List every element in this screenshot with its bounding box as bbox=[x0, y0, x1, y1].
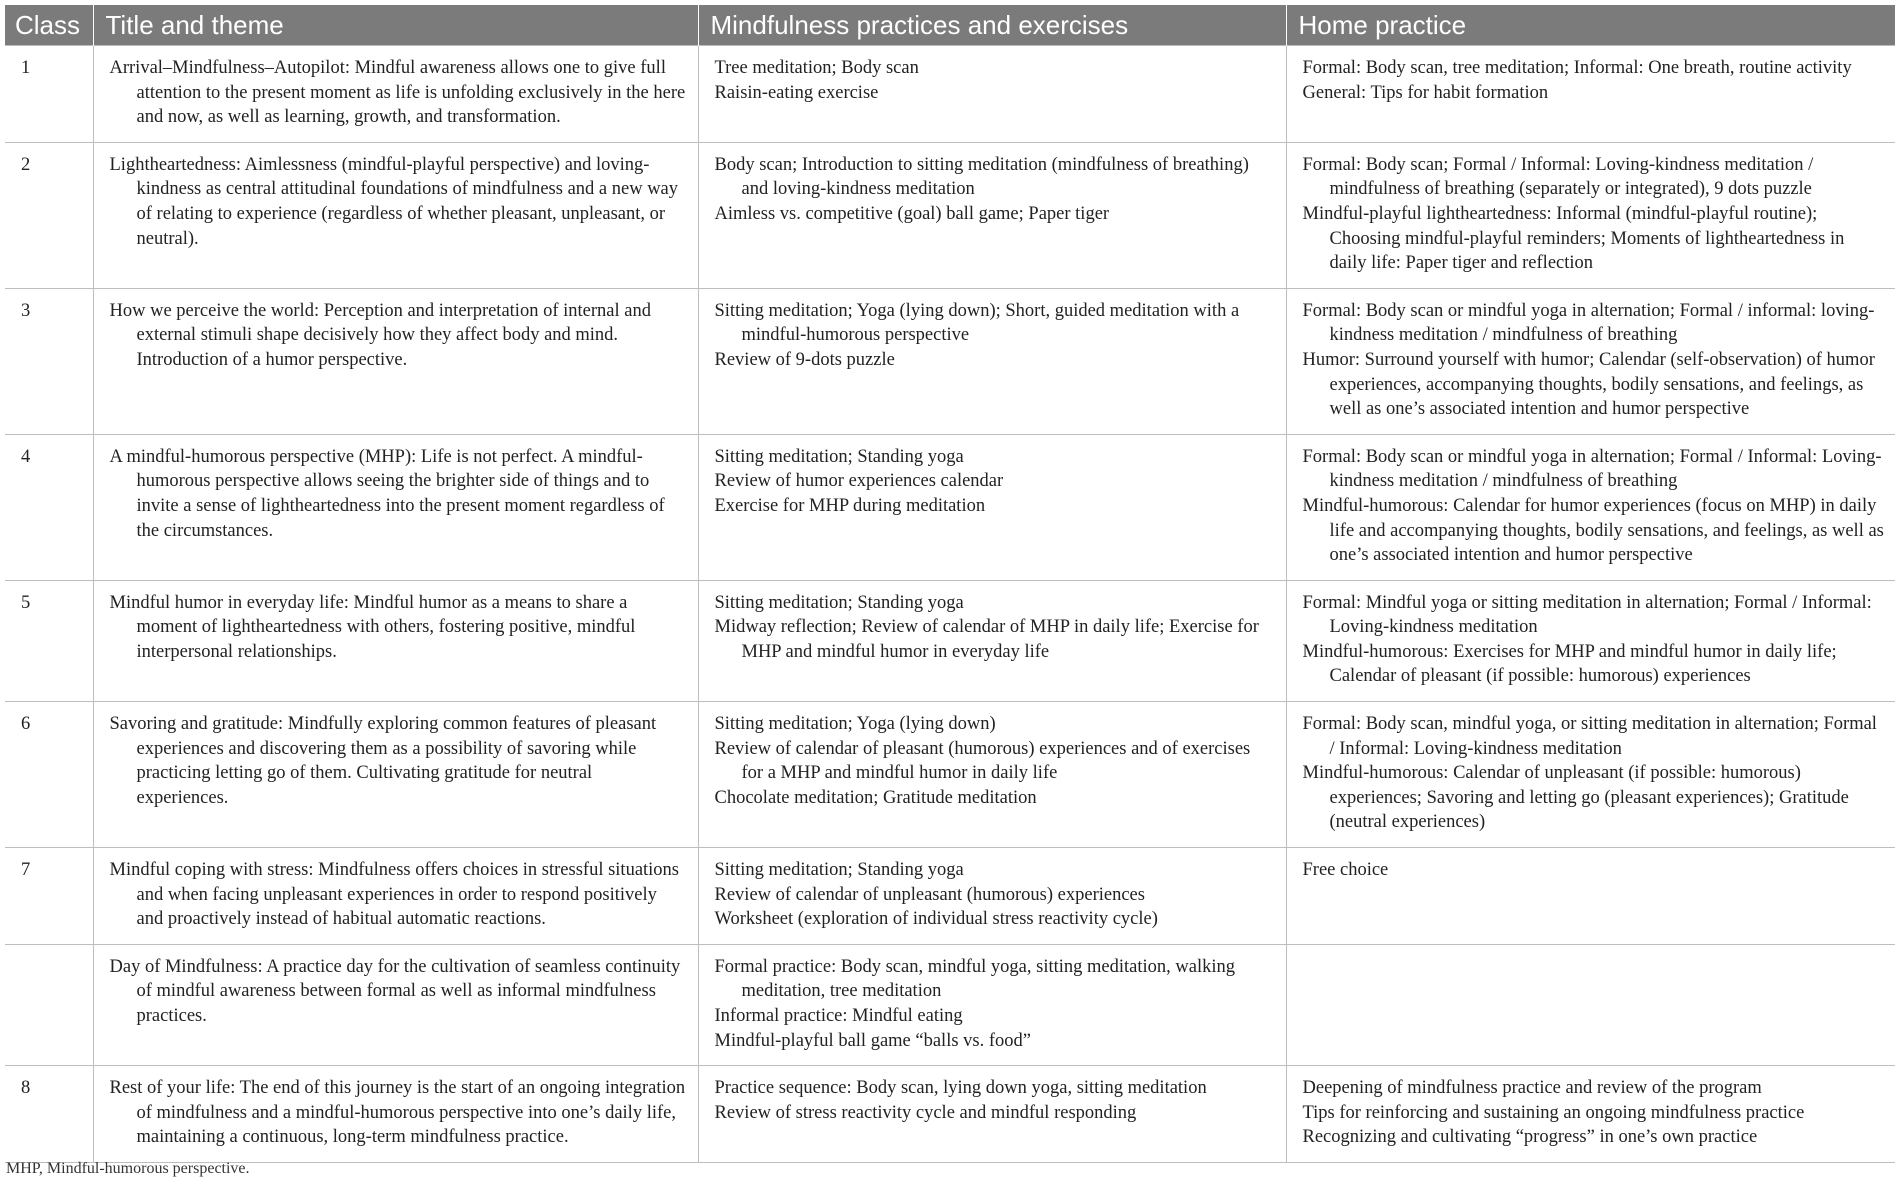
practice-item: Review of calendar of unpleasant (humorous) experiences bbox=[714, 884, 1145, 905]
practice-item: Sitting meditation; Standing yoga bbox=[714, 446, 964, 467]
column-header: Mindfulness practices and exercises bbox=[698, 5, 1286, 46]
practice-item: Sitting meditation; Standing yoga bbox=[714, 592, 964, 613]
theme-text: Day of Mindfulness: A practice day for the cultivation of seamless continuity of mindful awareness between formal as well as informal mindfulness practices. bbox=[109, 956, 681, 1026]
title-theme-cell bbox=[93, 580, 698, 701]
title-theme-cell bbox=[93, 46, 698, 143]
home-practice-item: General: Tips for habit formation bbox=[1302, 82, 1549, 103]
theme-text: Arrival–Mindfulness–Autopilot: Mindful awareness allows one to give full attention to the present moment as life is unfolding exclusively in the here and now, as well as learning, growth, and transformation. bbox=[109, 58, 686, 128]
class-number-cell: 3 bbox=[5, 288, 93, 434]
column-header: Title and theme bbox=[93, 5, 698, 46]
home-practice-item: Formal: Body scan or mindful yoga in alternation; Formal / informal: loving-kindness meditation / mindfulness of breathing bbox=[1302, 300, 1875, 346]
title-theme-cell bbox=[93, 1066, 698, 1163]
table-row bbox=[5, 1066, 1895, 1163]
home-practice-cell bbox=[1286, 848, 1895, 945]
program-table-container bbox=[5, 5, 1895, 1163]
table-row bbox=[5, 702, 1895, 848]
practice-item: Review of 9-dots puzzle bbox=[714, 349, 895, 370]
home-practice-cell bbox=[1286, 288, 1895, 434]
practice-item: Informal practice: Mindful eating bbox=[714, 1006, 963, 1026]
title-theme-cell bbox=[93, 848, 698, 945]
class-number-cell: 1 bbox=[5, 46, 93, 143]
class-number-cell: 7 bbox=[5, 848, 93, 945]
home-practice-cell bbox=[1286, 580, 1895, 701]
practices-cell bbox=[698, 46, 1286, 143]
program-table bbox=[5, 5, 1895, 1163]
home-practice-item: Mindful-playful lightheartedness: Informal (mindful-playful routine); Choosing mindful-playful reminders; Moments of lightheartedness in daily life: Paper tiger and reflection bbox=[1302, 203, 1845, 274]
table-row bbox=[5, 288, 1895, 434]
practices-cell bbox=[698, 580, 1286, 701]
theme-text: Lightheartedness: Aimlessness (mindful-playful perspective) and loving-kindness as central attitudinal foundations of mindfulness and a new way of relating to experience (regardless of whether pleasant, unpleasant, or neutral). bbox=[109, 154, 679, 249]
column-header: Home practice bbox=[1286, 5, 1895, 46]
practices-cell bbox=[698, 434, 1286, 580]
home-practice-cell bbox=[1286, 944, 1895, 1065]
practice-item: Formal practice: Body scan, mindful yoga, sitting meditation, walking meditation, tree meditation bbox=[714, 956, 1235, 1002]
home-practice-cell bbox=[1286, 1066, 1895, 1163]
title-theme-cell bbox=[93, 288, 698, 434]
table-row bbox=[5, 46, 1895, 143]
column-header: Class bbox=[5, 5, 93, 46]
practice-item: Worksheet (exploration of individual stress reactivity cycle) bbox=[714, 909, 1158, 930]
class-number-cell: 4 bbox=[5, 434, 93, 580]
practice-item: Sitting meditation; Standing yoga bbox=[714, 860, 964, 881]
practices-cell bbox=[698, 702, 1286, 848]
home-practice-item: Tips for reinforcing and sustaining an ongoing mindfulness practice bbox=[1302, 1102, 1805, 1123]
home-practice-item: Formal: Body scan; Formal / Informal: Loving-kindness meditation / mindfulness of breathing (separately or integrated), 9 dots puzzle bbox=[1302, 154, 1814, 200]
practice-item: Mindful-playful ball game “balls vs. food” bbox=[714, 1030, 1031, 1051]
practice-item: Chocolate meditation; Gratitude meditation bbox=[714, 787, 1037, 808]
practices-cell bbox=[698, 1066, 1286, 1163]
practices-cell bbox=[698, 848, 1286, 945]
home-practice-cell bbox=[1286, 434, 1895, 580]
home-practice-item: Free choice bbox=[1302, 860, 1389, 881]
table-row bbox=[5, 944, 1895, 1065]
class-number-cell: 6 bbox=[5, 702, 93, 848]
practice-item: Sitting meditation; Yoga (lying down); Short, guided meditation with a mindful-humorous perspective bbox=[714, 300, 1240, 346]
class-number-cell: 8 bbox=[5, 1066, 93, 1163]
home-practice-item: Formal: Body scan, tree meditation; Informal: One breath, routine activity bbox=[1302, 58, 1852, 78]
table-header-row bbox=[5, 5, 1895, 46]
table-row bbox=[5, 142, 1895, 288]
home-practice-cell bbox=[1286, 142, 1895, 288]
home-practice-cell bbox=[1286, 702, 1895, 848]
table-body bbox=[5, 46, 1895, 1163]
title-theme-cell bbox=[93, 702, 698, 848]
class-number-cell: 2 bbox=[5, 142, 93, 288]
theme-text: Mindful humor in everyday life: Mindful humor as a means to share a moment of lightheartedness with others, fostering positive, mindful interpersonal relationships. bbox=[109, 592, 636, 662]
title-theme-cell bbox=[93, 944, 698, 1065]
table-row bbox=[5, 434, 1895, 580]
table-footnote: MHP, Mindful-humorous perspective. bbox=[6, 1160, 250, 1177]
home-practice-item: Formal: Body scan, mindful yoga, or sitting meditation in alternation; Formal / Informal: Loving-kindness meditation bbox=[1302, 714, 1877, 759]
title-theme-cell bbox=[93, 142, 698, 288]
table-row bbox=[5, 580, 1895, 701]
home-practice-cell bbox=[1286, 46, 1895, 143]
home-practice-item: Mindful-humorous: Calendar of unpleasant (if possible: humorous) experiences; Savoring and letting go (pleasant experiences); Gratitude (neutral experiences) bbox=[1302, 763, 1849, 833]
practice-item: Midway reflection; Review of calendar of MHP in daily life; Exercise for MHP and mindful humor in everyday life bbox=[714, 617, 1259, 662]
practice-item: Sitting meditation; Yoga (lying down) bbox=[714, 714, 996, 735]
theme-text: Rest of your life: The end of this journey is the start of an ongoing integration of mindfulness and a mindful-humorous perspective into one’s daily life, maintaining a continuous, long-term mindfulness practice. bbox=[109, 1078, 686, 1148]
practice-item: Review of humor experiences calendar bbox=[714, 471, 1004, 492]
practice-item: Body scan; Introduction to sitting meditation (mindfulness of breathing) and loving-kindness meditation bbox=[714, 154, 1249, 200]
theme-text: How we perceive the world: Perception and interpretation of internal and external stimuli shape decisively how they affect body and mind. Introduction of a humor perspective. bbox=[109, 300, 651, 370]
table-row bbox=[5, 848, 1895, 945]
practices-cell bbox=[698, 944, 1286, 1065]
home-practice-item: Humor: Surround yourself with humor; Calendar (self-observation) of humor experiences, accompanying thoughts, bodily sensations, and feelings, as well as one’s associated intention and humor perspective bbox=[1302, 349, 1875, 420]
home-practice-item: Formal: Mindful yoga or sitting meditation in alternation; Formal / Informal: Loving-kindness meditation bbox=[1302, 592, 1872, 638]
theme-text: Mindful coping with stress: Mindfulness offers choices in stressful situations and when facing unpleasant experiences in order to respond positively and proactively instead of habitual automatic reactions. bbox=[109, 860, 680, 930]
class-number-cell bbox=[5, 944, 93, 1065]
home-practice-item: Mindful-humorous: Exercises for MHP and mindful humor in daily life; Calendar of pleasant (if possible: humorous) experiences bbox=[1302, 641, 1837, 687]
practice-item: Aimless vs. competitive (goal) ball game; Paper tiger bbox=[714, 203, 1110, 224]
home-practice-item: Mindful-humorous: Calendar for humor experiences (focus on MHP) in daily life and accompanying thoughts, bodily sensations, and feelings, as well as one’s associated intention and humor perspective bbox=[1302, 495, 1884, 566]
practices-cell bbox=[698, 142, 1286, 288]
home-practice-item: Deepening of mindfulness practice and review of the program bbox=[1302, 1078, 1762, 1099]
home-practice-item: Recognizing and cultivating “progress” in one’s own practice bbox=[1302, 1127, 1758, 1148]
practice-item: Review of stress reactivity cycle and mindful responding bbox=[714, 1102, 1137, 1123]
practice-item: Practice sequence: Body scan, lying down yoga, sitting meditation bbox=[714, 1078, 1207, 1099]
home-practice-item: Formal: Body scan or mindful yoga in alternation; Formal / Informal: Loving-kindness meditation / mindfulness of breathing bbox=[1302, 446, 1882, 492]
practice-item: Tree meditation; Body scan bbox=[714, 58, 919, 78]
practices-cell bbox=[698, 288, 1286, 434]
practice-item: Review of calendar of pleasant (humorous) experiences and of exercises for a MHP and mindful humor in daily life bbox=[714, 738, 1251, 784]
class-number-cell: 5 bbox=[5, 580, 93, 701]
theme-text: A mindful-humorous perspective (MHP): Life is not perfect. A mindful-humorous perspective allows seeing the brighter side of things and to invite a sense of lightheartedness into the present moment regardless of the circumstances. bbox=[109, 446, 665, 541]
theme-text: Savoring and gratitude: Mindfully exploring common features of pleasant experiences and discovering them as a possibility of savoring while practicing letting go of them. Cultivating gratitude for neutral experiences. bbox=[109, 714, 657, 808]
practice-item: Exercise for MHP during meditation bbox=[714, 495, 986, 516]
title-theme-cell bbox=[93, 434, 698, 580]
practice-item: Raisin-eating exercise bbox=[714, 82, 879, 103]
